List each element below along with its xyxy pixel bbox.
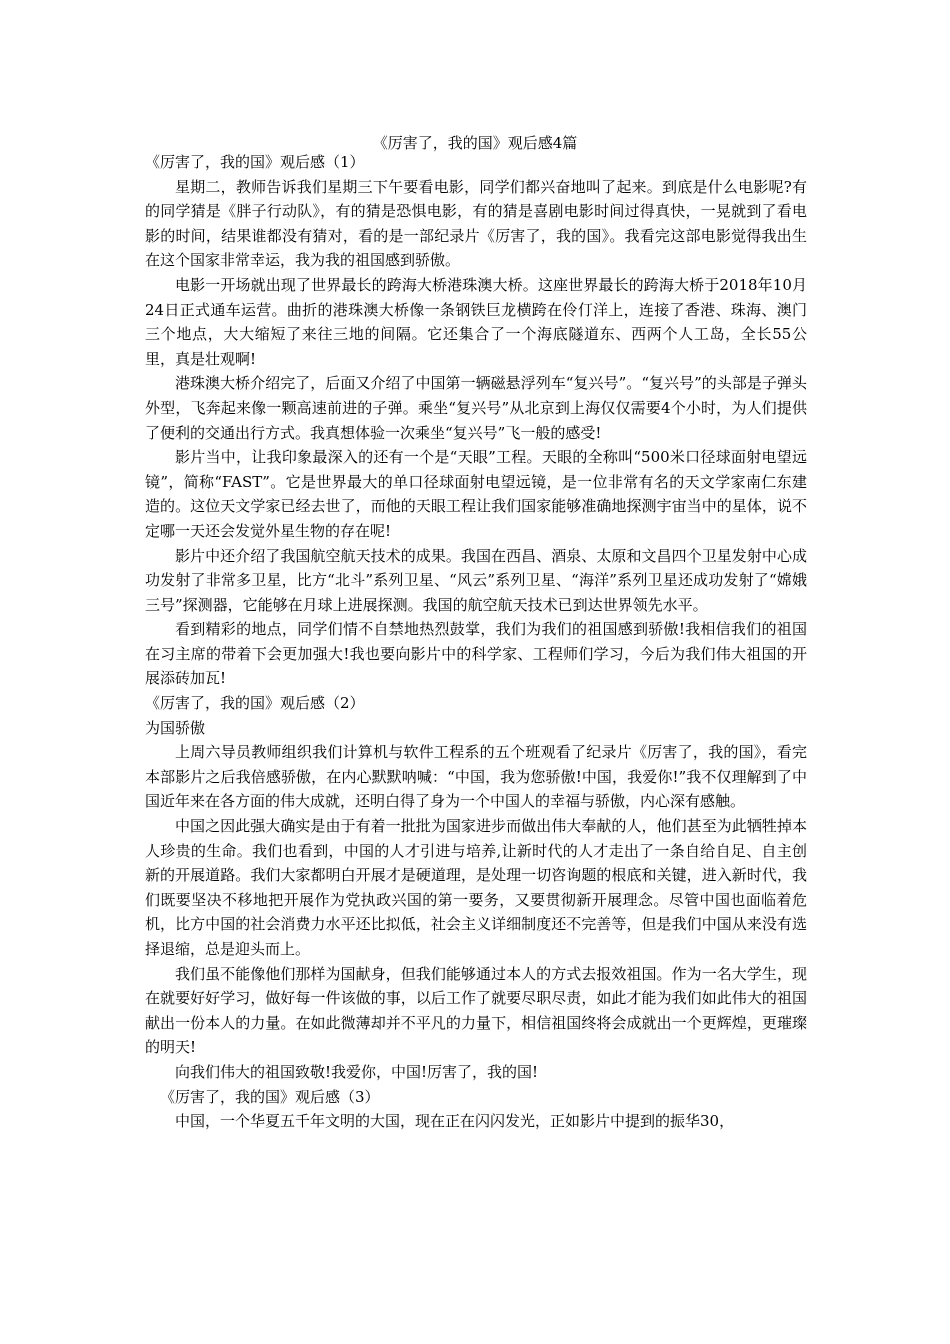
- document-title: 《厉害了，我的国》观后感4篇: [372, 134, 578, 152]
- section-3-paragraph: 中国，一个华夏五千年文明的大国，现在正在闪闪发光，正如影片中提到的振华30，: [175, 1112, 735, 1131]
- section-1-heading: 《厉害了，我的国》观后感（1）: [145, 153, 365, 171]
- section-2-subheading: 为国骄傲: [145, 718, 206, 737]
- document-body: [145, 150, 807, 1134]
- section-1-paragraph: 影片当中，让我印象最深入的还有一个是“天眼”工程。天眼的全称叫“500米口径球面射电望远镜”，简称“FAST”。它是世界最大的单口径球面射电望远镜，是一位非常有名的天文学家南仁东建造的。这位天文学家已经去世了，而他的天眼工程让我们国家能够准确地探测宇宙当中的星体，说不定哪一天还会发觉外星生物的存在呢!: [145, 448, 807, 540]
- section-2-heading: 《厉害了，我的国》观后感（2）: [145, 694, 365, 713]
- section-3-heading: 《厉害了，我的国》观后感（3）: [160, 1087, 380, 1106]
- section-1-paragraph: 港珠澳大桥介绍完了，后面又介绍了中国第一辆磁悬浮列车“复兴号”。“复兴号”的头部是子弹头外型，飞奔起来像一颗高速前进的子弹。乘坐“复兴号”从北京到上海仅仅需要4个小时，为人们提供了便利的交通出行方式。我真想体验一次乘坐“复兴号”飞一般的感受!: [145, 374, 807, 442]
- section-2-paragraph: 向我们伟大的祖国致敬!我爱你，中国!厉害了，我的国!: [175, 1062, 539, 1081]
- section-1-paragraph: 星期二，教师告诉我们星期三下午要看电影，同学们都兴奋地叫了起来。到底是什么电影呢?有的同学猜是《胖子行动队》，有的猜是恐惧电影，有的猜是喜剧电影时间过得真快，一晃就到了看电影的时间，结果谁都没有猜对，看的是一部纪录片《厉害了，我的国》。我看完这部电影觉得我出生在这个国家非常幸运，我为我的祖国感到骄傲。: [145, 177, 807, 270]
- section-1-paragraph: 电影一开场就出现了世界最长的跨海大桥港珠澳大桥。这座世界最长的跨海大桥于2018年10月24日正式通车运营。曲折的港珠澳大桥像一条钢铁巨龙横跨在伶仃洋上，连接了香港、珠海、澳门三个地点，大大缩短了来往三地的间隔。它还集合了一个海底隧道东、西两个人工岛，全长55公里，真是壮观啊!: [145, 275, 807, 368]
- section-2-paragraph: 中国之因此强大确实是由于有着一批批为国家进步而做出伟大奉献的人，他们甚至为此牺牲掉本人珍贵的生命。我们也看到，中国的人才引进与培养,让新时代的人才走出了一条自给自足、自主创新的开展道路。我们大家都明白开展才是硬道理，是处理一切咨询题的根底和关键，进入新时代，我们既要坚决不移地把开展作为党执政兴国的第一要务，又要贯彻新开展理念。尽管中国也面临着危机，比方中国的社会消费力水平还比拟低，社会主义详细制度还不完善等，但是我们中国从来没有选择退缩，总是迎头而上。: [145, 817, 807, 958]
- section-1-paragraph: 看到精彩的地点，同学们情不自禁地热烈鼓掌，我们为我们的祖国感到骄傲!我相信我们的祖国在习主席的带着下会更加强大!我也要向影片中的科学家、工程师们学习，今后为我们伟大祖国的开展添砖加瓦!: [145, 620, 807, 688]
- section-1-paragraph: 影片中还介绍了我国航空航天技术的成果。我国在西昌、酒泉、太原和文昌四个卫星发射中心成功发射了非常多卫星，比方“北斗”系列卫星、“风云”系列卫星、“海洋”系列卫星还成功发射了“嫦娥三号”探测器，它能够在月球上进展探测。我国的航空航天技术已到达世界领先水平。: [145, 546, 807, 614]
- section-2-paragraph: 上周六导员教师组织我们计算机与软件工程系的五个班观看了纪录片《厉害了，我的国》，看完本部影片之后我倍感骄傲，在内心默默呐喊：“中国，我为您骄傲!中国，我爱你!”我不仅理解到了中国近年来在各方面的伟大成就，还明白得了身为一个中国人的幸福与骄傲，内心深有感触。: [145, 743, 807, 811]
- section-2-paragraph: 我们虽不能像他们那样为国献身，但我们能够通过本人的方式去报效祖国。作为一名大学生，现在就要好好学习，做好每一件该做的事，以后工作了就要尽职尽责，如此才能为我们如此伟大的祖国献出一份本人的力量。在如此微薄却并不平凡的力量下，相信祖国终将会成就出一个更辉煌，更璀璨的明天!: [145, 964, 807, 1057]
